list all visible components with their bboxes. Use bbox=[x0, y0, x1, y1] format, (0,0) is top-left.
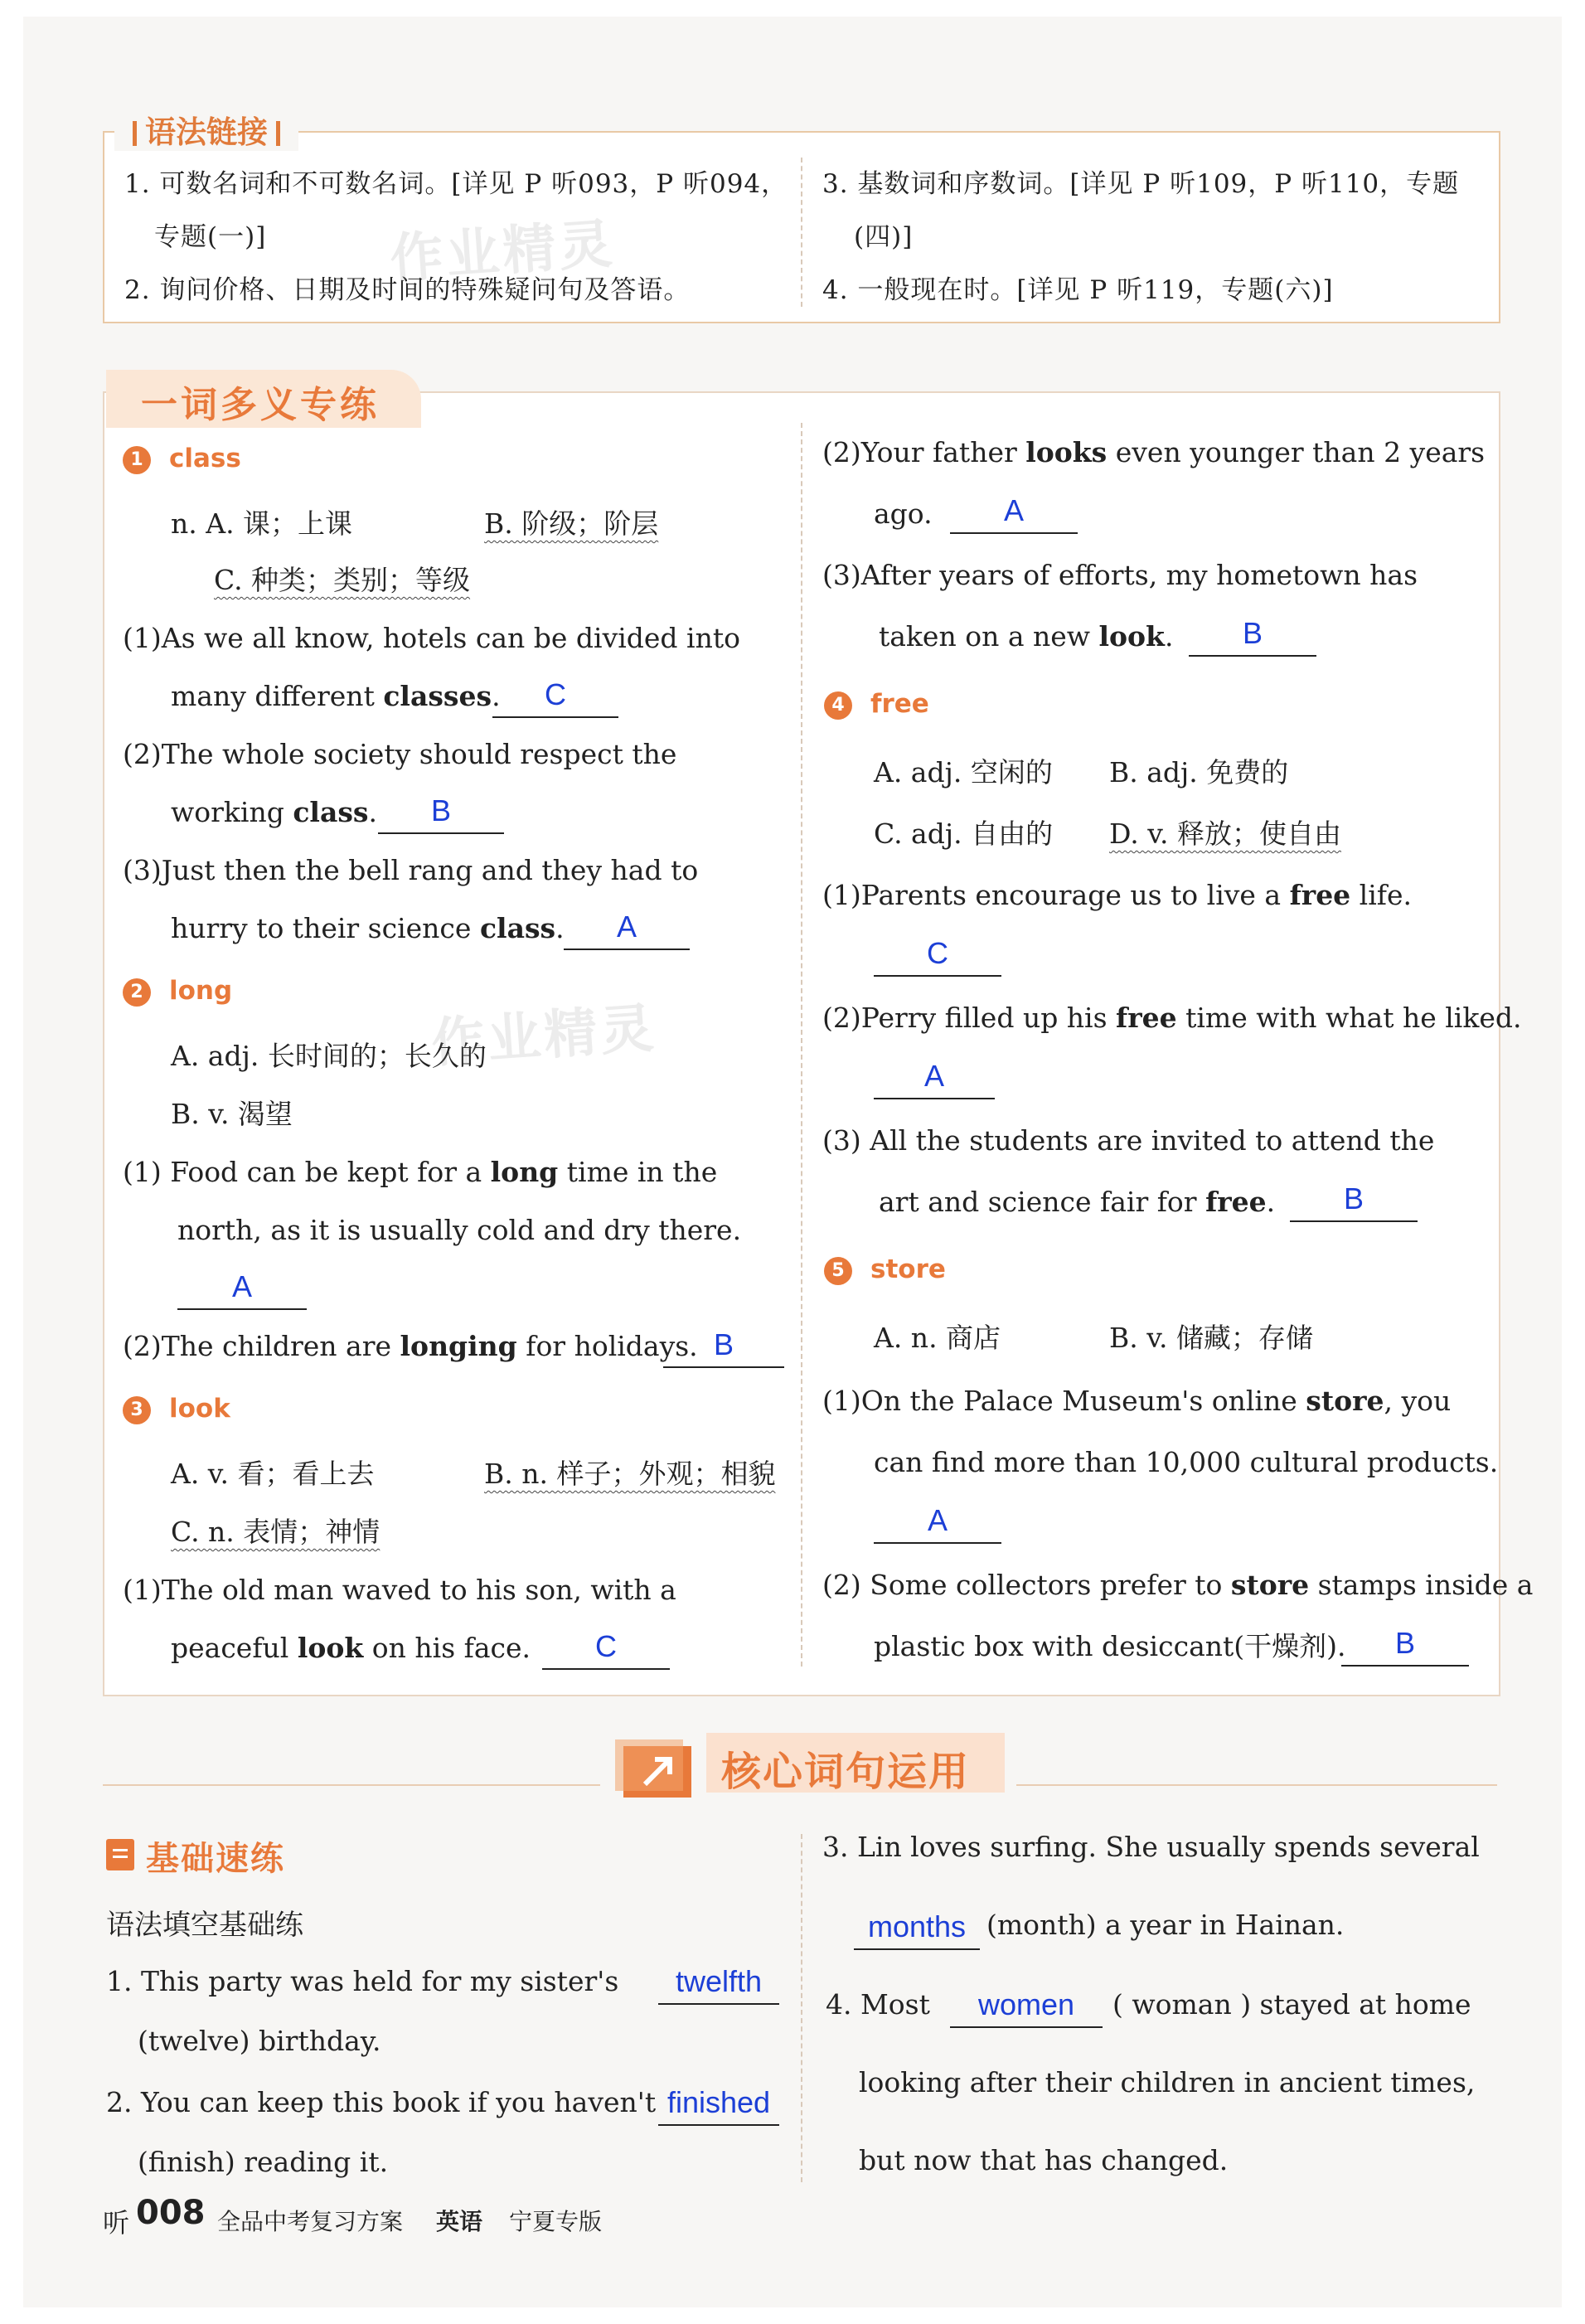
store-q2-answer: B bbox=[1394, 1626, 1415, 1660]
core-item-1-line1: 1. This party was held for my sister's bbox=[106, 1965, 619, 1997]
class-q3-line1: (3)Just then the bell rang and they had to bbox=[123, 854, 699, 886]
long-meaning-a: A. adj. 长时间的；长久的 bbox=[171, 1040, 487, 1072]
grammar-item-3: 3. 基数词和序数词。[详见 P 听109，P 听110，专题 bbox=[822, 169, 1460, 199]
class-q2-line1: (2)The whole society should respect the bbox=[123, 738, 677, 770]
class-meaning-c: C. 种类；类别；等级 bbox=[214, 564, 471, 596]
class-q1-line2: many different classes. bbox=[171, 680, 501, 712]
footer-edition: 宁夏专版 bbox=[509, 2208, 603, 2235]
store-meaning-a: A. n. 商店 bbox=[874, 1322, 1001, 1354]
look-meaning-a: A. v. 看；看上去 bbox=[171, 1458, 375, 1490]
group-word-look: look bbox=[169, 1394, 230, 1424]
group-number-5: 5 bbox=[824, 1257, 852, 1285]
look-q2-line2: ago. bbox=[874, 497, 933, 530]
free-q1-line1: (1)Parents encourage us to live a free life. bbox=[822, 879, 1413, 911]
class-q2-line2: working class. bbox=[171, 796, 377, 828]
basic-practice-title: 基础速练 bbox=[146, 1840, 285, 1878]
look-q3-answer: B bbox=[1242, 616, 1263, 650]
grammar-item-4: 4. 一般现在时。[详见 P 听119，专题(六)] bbox=[822, 275, 1334, 305]
watermark-middle: 作业精灵 bbox=[429, 997, 659, 1075]
class-q3-line2: hurry to their science class. bbox=[171, 912, 565, 944]
grammar-link-border bbox=[103, 131, 1499, 133]
group-number-1: 1 bbox=[123, 446, 151, 474]
core-item-2-answer: finished bbox=[666, 2085, 771, 2119]
free-q3-line2: art and science fair for free. bbox=[879, 1186, 1276, 1218]
core-item-4-line3: but now that has changed. bbox=[859, 2144, 1229, 2176]
polysemy-section-title: 一词多义专练 bbox=[106, 370, 421, 428]
polysemy-divider bbox=[801, 423, 802, 1667]
core-header-line-right bbox=[1016, 1784, 1497, 1786]
core-item-4-answer: women bbox=[977, 1987, 1075, 2021]
group-number-4: 4 bbox=[824, 691, 852, 720]
free-q1-answer: C bbox=[927, 936, 948, 970]
core-item-4-post: ( woman ) stayed at home bbox=[1112, 1988, 1471, 2021]
group-word-store: store bbox=[870, 1254, 946, 1284]
look-q3-line1: (3)After years of efforts, my hometown has bbox=[822, 559, 1418, 591]
free-q3-line1: (3) All the students are invited to attend the bbox=[822, 1124, 1435, 1157]
free-meaning-a: A. adj. 空闲的 bbox=[874, 756, 1053, 788]
group-word-free: free bbox=[870, 689, 929, 719]
free-meaning-d: D. v. 释放；使自由 bbox=[1109, 818, 1341, 850]
core-item-1-answer: twelfth bbox=[675, 1964, 763, 1998]
long-meaning-b: B. v. 渴望 bbox=[171, 1098, 293, 1130]
grammar-link-title: 语法链接 bbox=[114, 114, 298, 151]
group-number-2: 2 bbox=[123, 978, 151, 1007]
store-meaning-b: B. v. 储藏；存储 bbox=[1109, 1322, 1313, 1354]
free-q2-answer: A bbox=[923, 1059, 944, 1093]
free-q2-line1: (2)Perry filled up his free time with what he liked. bbox=[822, 1002, 1522, 1034]
grammar-item-1-cont: 专题(一)] bbox=[154, 222, 267, 252]
free-q3-answer: B bbox=[1343, 1181, 1364, 1215]
free-meaning-b: B. adj. 免费的 bbox=[1109, 756, 1289, 788]
store-q1-line1: (1)On the Palace Museum's online store, you bbox=[822, 1385, 1452, 1417]
store-q2-line1: (2) Some collectors prefer to store stamps inside a bbox=[822, 1569, 1534, 1601]
footer-page-number: 008 bbox=[136, 2194, 206, 2232]
core-item-2-line1: 2. You can keep this book if you haven't bbox=[106, 2086, 657, 2118]
group-word-long: long bbox=[169, 976, 233, 1006]
core-item-1-line2: (twelve) birthday. bbox=[138, 2025, 381, 2057]
grammar-link-divider bbox=[801, 158, 802, 307]
class-meaning-a: n. A. 课；上课 bbox=[171, 507, 353, 540]
look-q1-line1: (1)The old man waved to his son, with a bbox=[123, 1574, 676, 1606]
look-q1-line2: peaceful look on his face. bbox=[171, 1632, 531, 1664]
class-q3-answer: A bbox=[616, 910, 637, 944]
grammar-item-1: 1. 可数名词和不可数名词。[详见 P 听093，P 听094， bbox=[124, 169, 788, 199]
long-q2-line1: (2)The children are longing for holidays. bbox=[123, 1330, 698, 1362]
look-meaning-c: C. n. 表情；神情 bbox=[171, 1516, 380, 1548]
long-q2-answer: B bbox=[713, 1327, 734, 1361]
class-q1-line1: (1)As we all know, hotels can be divided into bbox=[123, 622, 740, 654]
arrow-icon bbox=[623, 1746, 691, 1798]
footer-page-prefix: 听 bbox=[103, 2207, 130, 2239]
watermark-top: 作业精灵 bbox=[388, 213, 618, 291]
look-q1-answer: C bbox=[595, 1629, 617, 1663]
core-item-3-line1: 3. Lin loves surfing. She usually spends several bbox=[822, 1831, 1480, 1863]
grammar-fill-subheading: 语法填空基础练 bbox=[106, 1909, 303, 1942]
long-q1-line1: (1) Food can be kept for a long time in the bbox=[123, 1156, 718, 1188]
group-word-class: class bbox=[169, 444, 241, 473]
class-q1-answer: C bbox=[545, 677, 566, 711]
core-divider bbox=[801, 1834, 802, 2182]
footer-subject: 英语 bbox=[436, 2208, 483, 2235]
core-item-3-answer: months bbox=[867, 1909, 967, 1943]
footer-book-title: 全品中考复习方案 bbox=[217, 2208, 404, 2235]
look-q2-line1: (2)Your father looks even younger than 2 years bbox=[822, 436, 1486, 468]
core-item-4-line2: looking after their children in ancient times, bbox=[859, 2066, 1476, 2098]
core-item-4-pre: 4. Most bbox=[826, 1988, 930, 2021]
long-q1-answer: A bbox=[231, 1269, 252, 1303]
store-q1-line2: can find more than 10,000 cultural products. bbox=[874, 1446, 1499, 1478]
group-number-3: 3 bbox=[123, 1396, 151, 1424]
look-q2-answer: A bbox=[1003, 493, 1024, 527]
long-q1-line2: north, as it is usually cold and dry there. bbox=[177, 1214, 742, 1246]
document-icon bbox=[106, 1839, 134, 1870]
core-section-title: 核心词句运用 bbox=[706, 1733, 1005, 1793]
look-meaning-b: B. n. 样子；外观；相貌 bbox=[484, 1458, 776, 1490]
look-q3-line2: taken on a new look. bbox=[879, 620, 1174, 653]
class-q2-answer: B bbox=[430, 793, 451, 827]
core-header-line-left bbox=[103, 1784, 600, 1786]
core-item-3-line2: (month) a year in Hainan. bbox=[986, 1909, 1345, 1941]
free-meaning-c: C. adj. 自由的 bbox=[874, 818, 1054, 850]
store-q1-answer: A bbox=[927, 1503, 948, 1537]
class-meaning-b: B. 阶级；阶层 bbox=[484, 507, 659, 540]
store-q2-line2: plastic box with desiccant(干燥剂). bbox=[874, 1630, 1346, 1662]
grammar-item-3-cont: (四)] bbox=[854, 222, 914, 252]
grammar-item-2: 2. 询问价格、日期及时间的特殊疑问句及答语。 bbox=[124, 275, 691, 305]
core-item-2-line2: (finish) reading it. bbox=[138, 2146, 389, 2178]
